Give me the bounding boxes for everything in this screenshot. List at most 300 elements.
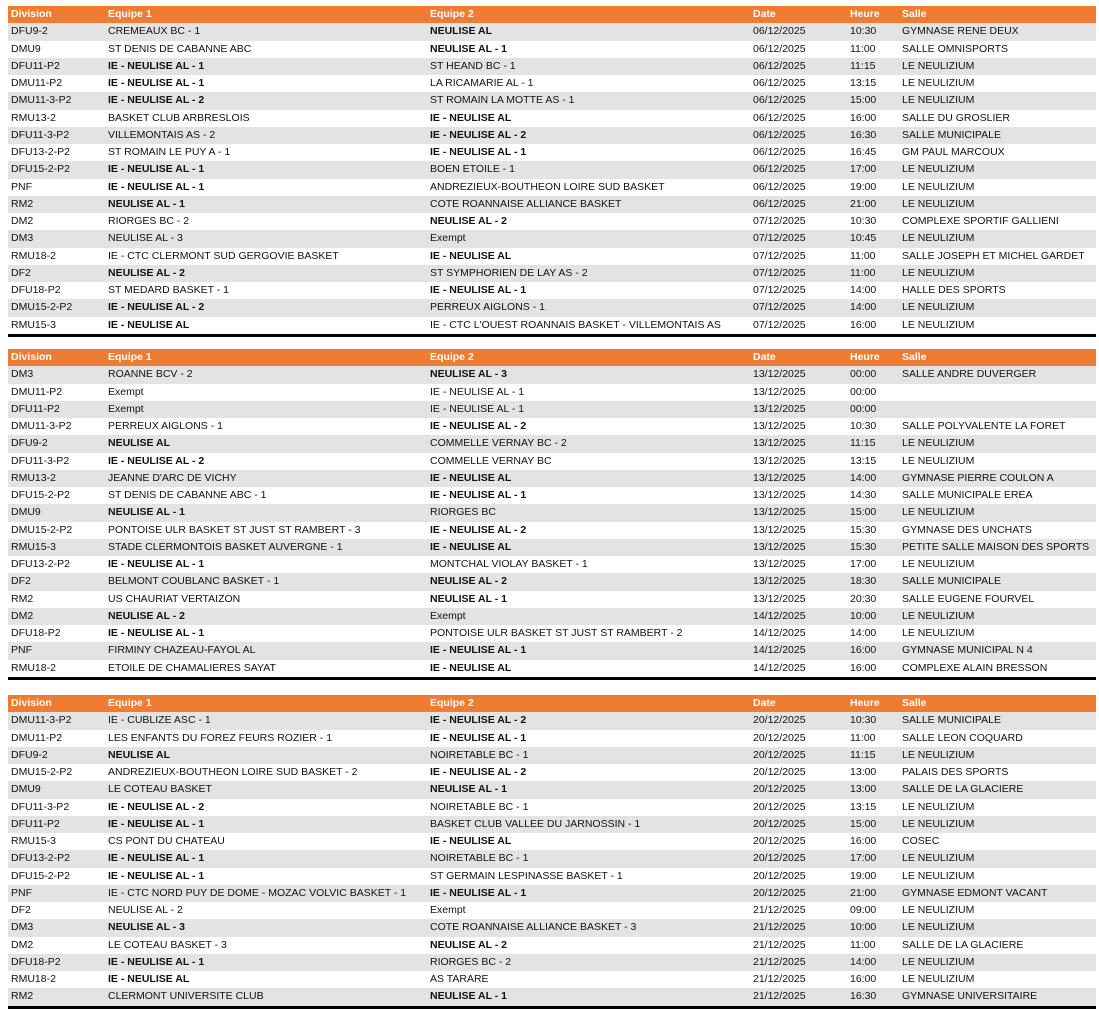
equipe2-cell: BASKET CLUB VALLEE DU JARNOSSIN - 1	[430, 817, 641, 830]
division-cell: DMU9	[11, 783, 41, 796]
heure-cell: 14:00	[850, 284, 877, 296]
division-cell: DFU15-2-P2	[11, 869, 70, 882]
salle-cell: LE NEULIZIUM	[902, 817, 975, 830]
heure-cell: 11:00	[850, 731, 876, 744]
equipe1-cell: IE - NEULISE AL	[108, 318, 190, 331]
equipe2-cell: ST HEAND BC - 1	[430, 59, 516, 72]
equipe1-cell: IE - NEULISE AL - 2	[108, 94, 205, 107]
table-row	[8, 591, 1096, 608]
date-cell: 14/12/2025	[753, 644, 806, 657]
salle-cell: PALAIS DES SPORTS	[902, 766, 1009, 778]
equipe1-cell: JEANNE D'ARC DE VICHY	[108, 471, 237, 484]
heure-cell: 13:00	[850, 783, 877, 796]
division-cell: RMU18-2	[11, 661, 56, 674]
salle-cell: COSEC	[902, 835, 940, 847]
division-cell: DFU11-P2	[11, 402, 60, 415]
equipe2-cell: IE - CTC L'OUEST ROANNAIS BASKET - VILLEMONTAIS AS	[430, 318, 721, 331]
equipe2-cell: Exempt	[430, 232, 466, 245]
table-row	[8, 971, 1096, 988]
equipe2-cell: IE - NEULISE AL - 1	[430, 489, 527, 501]
table-bottom-border	[8, 677, 1096, 680]
salle-cell: COMPLEXE SPORTIF GALLIENI	[902, 215, 1059, 227]
salle-cell: SALLE MUNICIPALE EREA	[902, 489, 1033, 501]
date-cell: 13/12/2025	[753, 489, 806, 501]
equipe2-cell: IE - NEULISE AL	[430, 249, 512, 262]
division-cell: PNF	[11, 644, 32, 657]
division-cell: DFU15-2-P2	[11, 163, 70, 176]
heure-cell: 00:00	[850, 368, 877, 381]
division-cell: DF2	[11, 266, 31, 279]
equipe2-cell: MONTCHAL VIOLAY BASKET - 1	[430, 558, 588, 570]
division-cell: DMU15-2-P2	[11, 301, 73, 314]
equipe1-cell: ANDREZIEUX-BOUTHEON LOIRE SUD BASKET - 2	[108, 766, 358, 778]
heure-cell: 10:30	[850, 420, 877, 432]
heure-cell: 09:00	[850, 904, 877, 916]
division-cell: RM2	[11, 592, 34, 605]
heure-cell: 11:00	[850, 249, 876, 262]
heure-cell: 10:30	[850, 25, 877, 38]
equipe2-cell: COMMELLE VERNAY BC	[430, 454, 552, 467]
date-cell: 07/12/2025	[753, 249, 806, 262]
division-cell: DMU15-2-P2	[11, 523, 73, 536]
equipe2-cell: IE - NEULISE AL	[430, 111, 512, 124]
salle-cell: LE NEULIZIUM	[902, 609, 975, 622]
equipe2-cell: ST GERMAIN LESPINASSE BASKET - 1	[430, 869, 623, 882]
table-row	[8, 764, 1096, 781]
equipe2-cell: IE - NEULISE AL - 1	[430, 385, 525, 398]
date-cell: 13/12/2025	[753, 420, 806, 432]
date-cell: 20/12/2025	[753, 766, 806, 778]
table-row	[8, 282, 1096, 299]
division-cell: DM2	[11, 215, 34, 227]
date-cell: 20/12/2025	[753, 886, 806, 899]
equipe2-cell: IE - NEULISE AL - 2	[430, 714, 527, 727]
column-header-equipe1: Equipe 1	[108, 351, 152, 363]
salle-cell: LE NEULIZIUM	[902, 197, 975, 210]
salle-cell: SALLE LEON COQUARD	[902, 731, 1023, 744]
division-cell: DFU11-3-P2	[11, 128, 70, 141]
column-header-heure: Heure	[850, 697, 880, 709]
date-cell: 20/12/2025	[753, 783, 806, 796]
heure-cell: 13:15	[850, 77, 877, 89]
equipe1-cell: IE - NEULISE AL - 1	[108, 869, 205, 882]
equipe1-cell: CS PONT DU CHATEAU	[108, 835, 225, 847]
table-row	[8, 110, 1096, 127]
equipe1-cell: FIRMINY CHAZEAU-FAYOL AL	[108, 644, 256, 657]
table-row	[8, 833, 1096, 850]
heure-cell: 16:00	[850, 318, 877, 331]
date-cell: 20/12/2025	[753, 714, 806, 727]
heure-cell: 16:00	[850, 111, 877, 124]
equipe2-cell: RIORGES BC - 2	[430, 955, 512, 968]
division-cell: DMU11-3-P2	[11, 420, 72, 432]
division-cell: RMU18-2	[11, 973, 56, 985]
salle-cell: GYMNASE PIERRE COULON A	[902, 471, 1054, 484]
schedule-table-1	[8, 6, 1096, 337]
heure-cell: 17:00	[850, 852, 877, 865]
equipe2-cell: IE - NEULISE AL	[430, 540, 512, 553]
division-cell: DFU9-2	[11, 25, 48, 38]
equipe1-cell: ST ROMAIN LE PUY A - 1	[108, 146, 231, 158]
equipe1-cell: IE - NEULISE AL - 2	[108, 301, 205, 314]
salle-cell: GYMNASE RENE DEUX	[902, 25, 1019, 38]
heure-cell: 13:15	[850, 454, 877, 467]
equipe1-cell: IE - NEULISE AL - 2	[108, 454, 205, 467]
table-row	[8, 712, 1096, 729]
salle-cell: GM PAUL MARCOUX	[902, 146, 1005, 158]
equipe1-cell: ETOILE DE CHAMALIERES SAYAT	[108, 661, 276, 674]
schedule-table-3	[8, 695, 1096, 1009]
date-cell: 06/12/2025	[753, 42, 806, 55]
division-cell: DFU11-P2	[11, 817, 60, 830]
salle-cell: LE NEULIZIUM	[902, 77, 975, 89]
equipe2-cell: IE - NEULISE AL - 1	[430, 731, 527, 744]
equipe1-cell: ST DENIS DE CABANNE ABC - 1	[108, 489, 267, 501]
salle-cell: SALLE DE LA GLACIERE	[902, 783, 1024, 796]
equipe1-cell: NEULISE AL - 2	[108, 609, 186, 622]
table-row	[8, 213, 1096, 230]
equipe1-cell: RIORGES BC - 2	[108, 215, 190, 227]
date-cell: 07/12/2025	[753, 301, 806, 314]
table-row	[8, 919, 1096, 936]
division-cell: RMU13-2	[11, 111, 56, 124]
equipe1-cell: IE - CTC CLERMONT SUD GERGOVIE BASKET	[108, 249, 339, 262]
table-row	[8, 418, 1096, 435]
table-row	[8, 92, 1096, 109]
equipe2-cell: IE - NEULISE AL - 2	[430, 523, 527, 536]
salle-cell: SALLE EUGENE FOURVEL	[902, 592, 1035, 605]
column-header-heure: Heure	[850, 8, 880, 20]
table-row	[8, 161, 1096, 178]
table-row	[8, 41, 1096, 58]
division-cell: PNF	[11, 886, 32, 899]
salle-cell: LE NEULIZIUM	[902, 506, 975, 519]
equipe1-cell: IE - NEULISE AL - 2	[108, 800, 205, 813]
equipe1-cell: PONTOISE ULR BASKET ST JUST ST RAMBERT - 3	[108, 523, 361, 536]
salle-cell: GYMNASE MUNICIPAL N 4	[902, 644, 1033, 657]
date-cell: 20/12/2025	[753, 852, 806, 865]
date-cell: 07/12/2025	[753, 266, 806, 279]
salle-cell: SALLE DU GROSLIER	[902, 111, 1010, 124]
division-cell: DM3	[11, 368, 34, 381]
equipe2-cell: NEULISE AL - 1	[430, 783, 508, 796]
heure-cell: 14:00	[850, 301, 877, 314]
table-row	[8, 127, 1096, 144]
salle-cell: LE NEULIZIUM	[902, 94, 975, 107]
table-row	[8, 196, 1096, 213]
equipe1-cell: ROANNE BCV - 2	[108, 368, 193, 381]
equipe2-cell: IE - NEULISE AL	[430, 471, 512, 484]
table-row	[8, 522, 1096, 539]
equipe1-cell: IE - NEULISE AL - 1	[108, 180, 205, 193]
division-cell: DMU11-P2	[11, 77, 63, 89]
table-row	[8, 23, 1096, 40]
table-row	[8, 660, 1096, 677]
division-cell: RMU15-3	[11, 835, 56, 847]
date-cell: 06/12/2025	[753, 25, 806, 38]
heure-cell: 13:00	[850, 766, 877, 778]
date-cell: 06/12/2025	[753, 146, 806, 158]
equipe1-cell: STADE CLERMONTOIS BASKET AUVERGNE - 1	[108, 540, 343, 553]
table-bottom-border	[8, 1006, 1096, 1009]
salle-cell: PETITE SALLE MAISON DES SPORTS	[902, 540, 1090, 553]
heure-cell: 15:00	[850, 817, 877, 830]
salle-cell: LE NEULIZIUM	[902, 232, 975, 245]
division-cell: RMU15-3	[11, 540, 56, 553]
heure-cell: 18:30	[850, 575, 877, 588]
salle-cell: GYMNASE EDMONT VACANT	[902, 886, 1048, 899]
equipe2-cell: PERREUX AIGLONS - 1	[430, 301, 545, 314]
division-cell: DM2	[11, 938, 34, 951]
equipe2-cell: NEULISE AL - 1	[430, 42, 508, 55]
date-cell: 06/12/2025	[753, 94, 806, 107]
division-cell: DMU11-3-P2	[11, 714, 72, 727]
heure-cell: 10:00	[850, 921, 877, 934]
date-cell: 07/12/2025	[753, 215, 806, 227]
heure-cell: 14:00	[850, 955, 877, 968]
table-row	[8, 573, 1096, 590]
equipe2-cell: COMMELLE VERNAY BC - 2	[430, 437, 567, 450]
salle-cell: SALLE JOSEPH ET MICHEL GARDET	[902, 249, 1085, 262]
division-cell: RMU18-2	[11, 249, 56, 262]
division-cell: DMU11-3-P2	[11, 94, 72, 107]
division-cell: DMU9	[11, 506, 41, 519]
heure-cell: 10:30	[850, 215, 877, 227]
heure-cell: 14:30	[850, 489, 877, 501]
equipe2-cell: ANDREZIEUX-BOUTHEON LOIRE SUD BASKET	[430, 180, 665, 193]
heure-cell: 11:00	[850, 42, 876, 55]
heure-cell: 21:00	[850, 197, 877, 210]
equipe2-cell: RIORGES BC	[430, 506, 496, 519]
salle-cell: LE NEULIZIUM	[902, 59, 975, 72]
table-bottom-border	[8, 334, 1096, 337]
column-header-equipe1: Equipe 1	[108, 697, 152, 709]
date-cell: 13/12/2025	[753, 558, 806, 570]
equipe2-cell: NEULISE AL - 2	[430, 215, 508, 227]
table-header-row	[8, 349, 1096, 366]
division-cell: DMU11-P2	[11, 385, 63, 398]
date-cell: 06/12/2025	[753, 128, 806, 141]
heure-cell: 19:00	[850, 869, 877, 882]
salle-cell: LE NEULIZIUM	[902, 800, 975, 813]
equipe1-cell: IE - NEULISE AL - 1	[108, 77, 205, 89]
heure-cell: 20:30	[850, 592, 877, 605]
date-cell: 06/12/2025	[753, 77, 806, 89]
table-row	[8, 299, 1096, 316]
equipe1-cell: CLERMONT UNIVERSITE CLUB	[108, 990, 264, 1003]
salle-cell: GYMNASE UNIVERSITAIRE	[902, 990, 1038, 1003]
division-cell: DFU11-3-P2	[11, 454, 70, 467]
table-row	[8, 988, 1096, 1005]
table-row	[8, 730, 1096, 747]
table-row	[8, 230, 1096, 247]
equipe1-cell: IE - NEULISE AL - 1	[108, 163, 205, 176]
salle-cell: LE NEULIZIUM	[902, 921, 975, 934]
date-cell: 06/12/2025	[753, 59, 806, 72]
column-header-heure: Heure	[850, 351, 880, 363]
column-header-division: Division	[11, 351, 52, 363]
heure-cell: 11:15	[850, 59, 876, 72]
equipe2-cell: ST SYMPHORIEN DE LAY AS - 2	[430, 266, 588, 279]
salle-cell: LE NEULIZIUM	[902, 748, 975, 761]
table-header-row	[8, 6, 1096, 23]
table-row	[8, 317, 1096, 334]
table-row	[8, 179, 1096, 196]
division-cell: DFU11-P2	[11, 59, 60, 72]
heure-cell: 16:30	[850, 128, 877, 141]
date-cell: 13/12/2025	[753, 454, 806, 467]
equipe1-cell: BELMONT COUBLANC BASKET - 1	[108, 575, 280, 588]
equipe1-cell: IE - NEULISE AL - 1	[108, 817, 205, 830]
equipe2-cell: COTE ROANNAISE ALLIANCE BASKET	[430, 197, 622, 210]
date-cell: 13/12/2025	[753, 471, 806, 484]
date-cell: 06/12/2025	[753, 163, 806, 176]
table-row	[8, 799, 1096, 816]
column-header-equipe2: Equipe 2	[430, 697, 474, 709]
equipe2-cell: IE - NEULISE AL - 1	[430, 886, 527, 899]
salle-cell: LE NEULIZIUM	[902, 955, 975, 968]
table-row	[8, 144, 1096, 161]
table-row	[8, 58, 1096, 75]
table-row	[8, 902, 1096, 919]
division-cell: DF2	[11, 904, 31, 916]
date-cell: 20/12/2025	[753, 869, 806, 882]
division-cell: DFU18-P2	[11, 284, 61, 296]
equipe1-cell: IE - NEULISE AL - 1	[108, 955, 205, 968]
equipe1-cell: NEULISE AL - 1	[108, 197, 186, 210]
equipe2-cell: IE - NEULISE AL	[430, 835, 512, 847]
date-cell: 13/12/2025	[753, 575, 806, 588]
equipe2-cell: NOIRETABLE BC - 1	[430, 800, 529, 813]
column-header-division: Division	[11, 8, 52, 20]
division-cell: RMU15-3	[11, 318, 56, 331]
equipe1-cell: LE COTEAU BASKET - 3	[108, 938, 227, 951]
date-cell: 14/12/2025	[753, 609, 806, 622]
division-cell: RMU13-2	[11, 471, 56, 484]
heure-cell: 00:00	[850, 385, 877, 398]
heure-cell: 11:15	[850, 748, 876, 761]
salle-cell: SALLE MUNICIPALE	[902, 575, 1002, 588]
date-cell: 07/12/2025	[753, 284, 806, 296]
salle-cell	[902, 384, 1094, 401]
heure-cell: 11:00	[850, 938, 876, 951]
date-cell: 21/12/2025	[753, 990, 806, 1003]
heure-cell: 10:00	[850, 609, 877, 622]
equipe1-cell: IE - NEULISE AL - 1	[108, 59, 205, 72]
heure-cell: 10:45	[850, 232, 877, 245]
column-header-equipe2: Equipe 2	[430, 351, 474, 363]
salle-cell: LE NEULIZIUM	[902, 318, 975, 331]
salle-cell: LE NEULIZIUM	[902, 973, 975, 985]
equipe1-cell: NEULISE AL	[108, 748, 171, 761]
date-cell: 13/12/2025	[753, 506, 806, 519]
division-cell: DMU15-2-P2	[11, 766, 73, 778]
equipe2-cell: NEULISE AL - 2	[430, 575, 508, 588]
date-cell: 13/12/2025	[753, 385, 806, 398]
heure-cell: 17:00	[850, 558, 877, 570]
division-cell: DFU15-2-P2	[11, 489, 70, 501]
division-cell: DM3	[11, 921, 34, 934]
date-cell: 20/12/2025	[753, 731, 806, 744]
equipe2-cell: BOEN ETOILE - 1	[430, 163, 515, 176]
division-cell: DMU11-P2	[11, 731, 63, 744]
equipe2-cell: NEULISE AL - 3	[430, 368, 508, 381]
table-row	[8, 470, 1096, 487]
heure-cell: 17:00	[850, 163, 877, 176]
date-cell: 13/12/2025	[753, 523, 806, 536]
equipe2-cell: NOIRETABLE BC - 1	[430, 748, 529, 761]
equipe1-cell: BASKET CLUB ARBRESLOIS	[108, 111, 250, 124]
equipe2-cell: NEULISE AL - 2	[430, 938, 508, 951]
division-cell: DMU9	[11, 42, 41, 55]
date-cell: 13/12/2025	[753, 592, 806, 605]
division-cell: RM2	[11, 197, 34, 210]
equipe2-cell: ST ROMAIN LA MOTTE AS - 1	[430, 94, 575, 107]
equipe1-cell: LE COTEAU BASKET	[108, 783, 212, 796]
heure-cell: 13:15	[850, 800, 877, 813]
equipe2-cell: IE - NEULISE AL	[430, 661, 512, 674]
date-cell: 13/12/2025	[753, 540, 806, 553]
salle-cell: LE NEULIZIUM	[902, 869, 975, 882]
salle-cell: LE NEULIZIUM	[902, 852, 975, 865]
column-header-equipe1: Equipe 1	[108, 8, 152, 20]
equipe1-cell: NEULISE AL - 2	[108, 266, 186, 279]
equipe1-cell: IE - CTC NORD PUY DE DOME - MOZAC VOLVIC BASKET - 1	[108, 886, 407, 899]
date-cell: 06/12/2025	[753, 197, 806, 210]
date-cell: 21/12/2025	[753, 921, 806, 934]
heure-cell: 16:00	[850, 973, 877, 985]
date-cell: 21/12/2025	[753, 938, 806, 951]
table-header-row	[8, 695, 1096, 712]
division-cell: DFU13-2-P2	[11, 852, 70, 865]
table-row	[8, 625, 1096, 642]
equipe1-cell: IE - CUBLIZE ASC - 1	[108, 714, 211, 727]
equipe2-cell: IE - NEULISE AL - 2	[430, 420, 527, 432]
table-row	[8, 642, 1096, 659]
salle-cell: LE NEULIZIUM	[902, 301, 975, 314]
heure-cell: 11:15	[850, 437, 876, 450]
salle-cell: SALLE ANDRE DUVERGER	[902, 368, 1037, 381]
equipe1-cell: IE - NEULISE AL - 1	[108, 852, 205, 865]
equipe2-cell: COTE ROANNAISE ALLIANCE BASKET - 3	[430, 921, 637, 934]
division-cell: DFU11-3-P2	[11, 800, 70, 813]
date-cell: 13/12/2025	[753, 368, 806, 381]
salle-cell: COMPLEXE ALAIN BRESSON	[902, 661, 1048, 674]
salle-cell: LE NEULIZIUM	[902, 437, 975, 450]
equipe2-cell: NEULISE AL	[430, 25, 493, 38]
heure-cell: 11:00	[850, 266, 876, 279]
equipe2-cell: IE - NEULISE AL - 1	[430, 284, 527, 296]
table-row	[8, 453, 1096, 470]
salle-cell: LE NEULIZIUM	[902, 904, 975, 916]
date-cell: 13/12/2025	[753, 437, 806, 450]
equipe2-cell: LA RICAMARIE AL - 1	[430, 77, 534, 89]
table-row	[8, 850, 1096, 867]
equipe1-cell: IE - NEULISE AL	[108, 973, 190, 985]
equipe1-cell: Exempt	[108, 385, 144, 398]
equipe2-cell: AS TARARE	[430, 973, 489, 985]
table-row	[8, 816, 1096, 833]
division-cell: DF2	[11, 575, 31, 588]
table-row	[8, 366, 1096, 383]
equipe1-cell: IE - NEULISE AL - 1	[108, 558, 205, 570]
column-header-salle: Salle	[902, 697, 927, 709]
schedule-table-2	[8, 349, 1096, 680]
date-cell: 20/12/2025	[753, 817, 806, 830]
division-cell: PNF	[11, 180, 32, 193]
heure-cell: 15:00	[850, 506, 877, 519]
table-row	[8, 885, 1096, 902]
